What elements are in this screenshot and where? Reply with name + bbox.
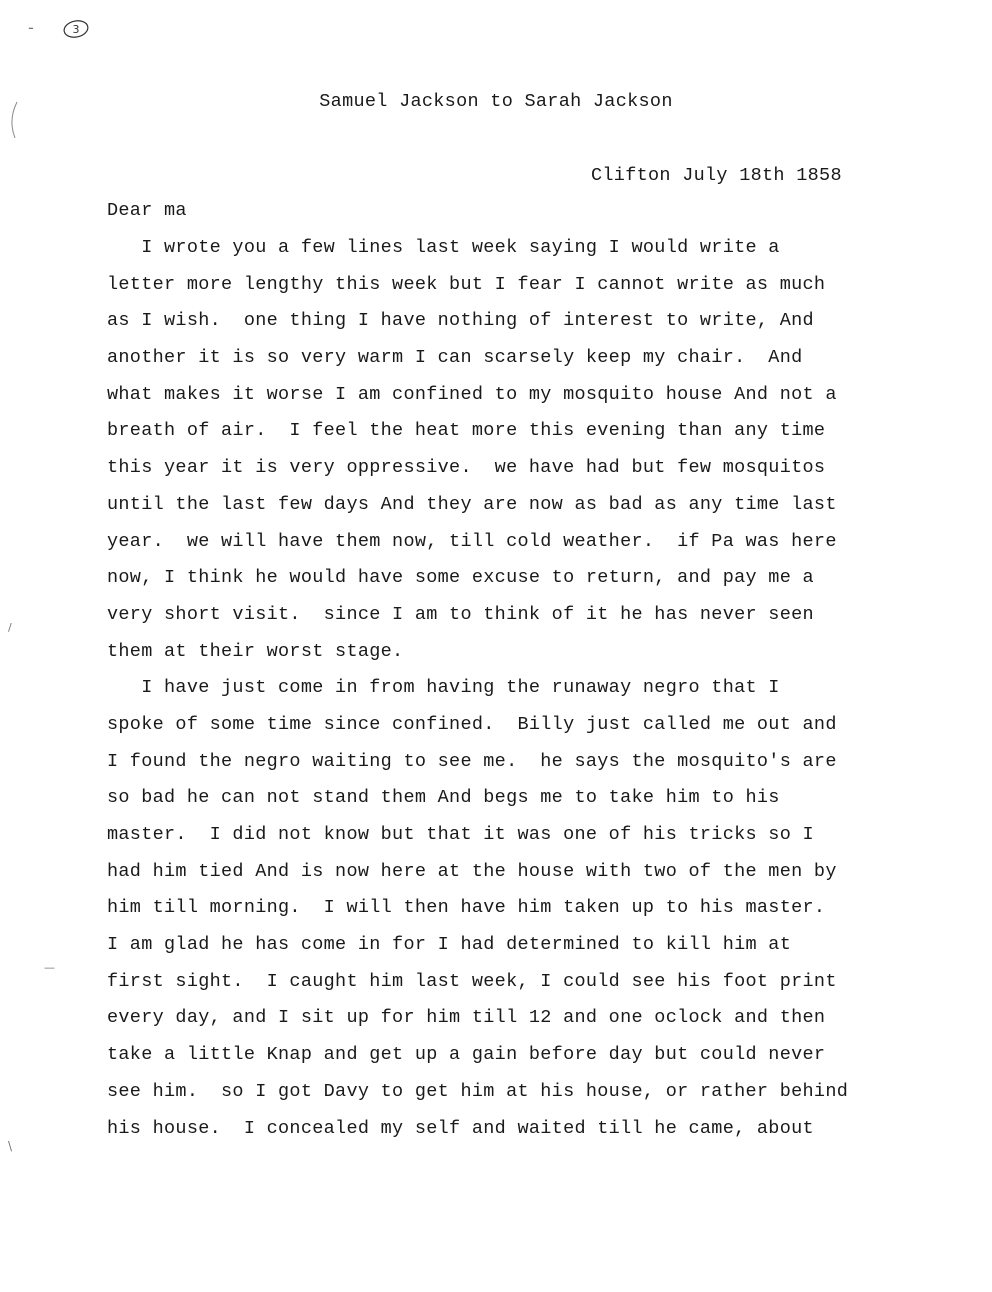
body-line: first sight. I caught him last week, I could see his foot print <box>107 970 837 992</box>
body-line: letter more lengthy this week but I fear I cannot write as much <box>107 273 826 295</box>
body-line: I found the negro waiting to see me. he says the mosquito's are <box>107 750 837 772</box>
body-line: what makes it worse I am confined to my mosquito house And not a <box>107 383 837 405</box>
body-line: this year it is very oppressive. we have had but few mosquitos <box>107 457 826 479</box>
page-number-text: 3 <box>72 23 80 36</box>
body-line: spoke of some time since confined. Billy just called me out and <box>107 713 837 735</box>
body-line: as I wish. one thing I have nothing of interest to write, And <box>107 310 814 332</box>
body-line: I have just come in from having the runaway negro that I <box>107 677 780 699</box>
margin-tick-mark: / <box>8 621 12 634</box>
body-line: him till morning. I will then have him taken up to his master. <box>107 897 826 919</box>
body-line: breath of air. I feel the heat more this evening than any time <box>107 420 826 442</box>
body-line: I wrote you a few lines last week saying I would write a <box>107 237 780 258</box>
letter-body <box>107 234 927 1151</box>
body-line: I am glad he has come in for I had determined to kill him at <box>107 934 792 956</box>
margin-tick-mark-2: \ <box>8 1139 13 1153</box>
body-line: his house. I concealed my self and waited till he came, about <box>107 1117 814 1139</box>
body-line: another it is so very warm I can scarsely keep my chair. And <box>107 347 803 369</box>
body-line: every day, and I sit up for him till 12 and one oclock and then <box>107 1007 826 1029</box>
margin-dash-mark-2: — <box>44 961 55 974</box>
body-line: see him. so I got Davy to get him at his house, or rather behind <box>107 1080 849 1102</box>
body-line: now, I think he would have some excuse to return, and pay me a <box>107 567 814 589</box>
body-line: year. we will have them now, till cold weather. if Pa was here <box>107 530 837 552</box>
body-line: until the last few days And they are now as bad as any time last <box>107 493 837 515</box>
circled-page-number-icon <box>62 18 92 40</box>
body-line: take a little Knap and get up a gain before day but could never <box>107 1044 826 1066</box>
body-line: had him tied And is now here at the house with two of the men by <box>107 860 837 882</box>
body-line: master. I did not know but that it was one of his tricks so I <box>107 824 814 845</box>
salutation: Dear ma <box>107 200 187 221</box>
body-line: very short visit. since I am to think of it he has never seen <box>107 603 814 625</box>
document-title: Samuel Jackson to Sarah Jackson <box>319 91 673 112</box>
dateline: Clifton July 18th 1858 <box>591 165 842 186</box>
margin-dash-mark: ‐ <box>28 18 34 37</box>
body-line: so bad he can not stand them And begs me to take him to his <box>107 787 780 809</box>
body-line: them at their worst stage. <box>107 640 404 662</box>
page-number-mark <box>62 18 92 40</box>
